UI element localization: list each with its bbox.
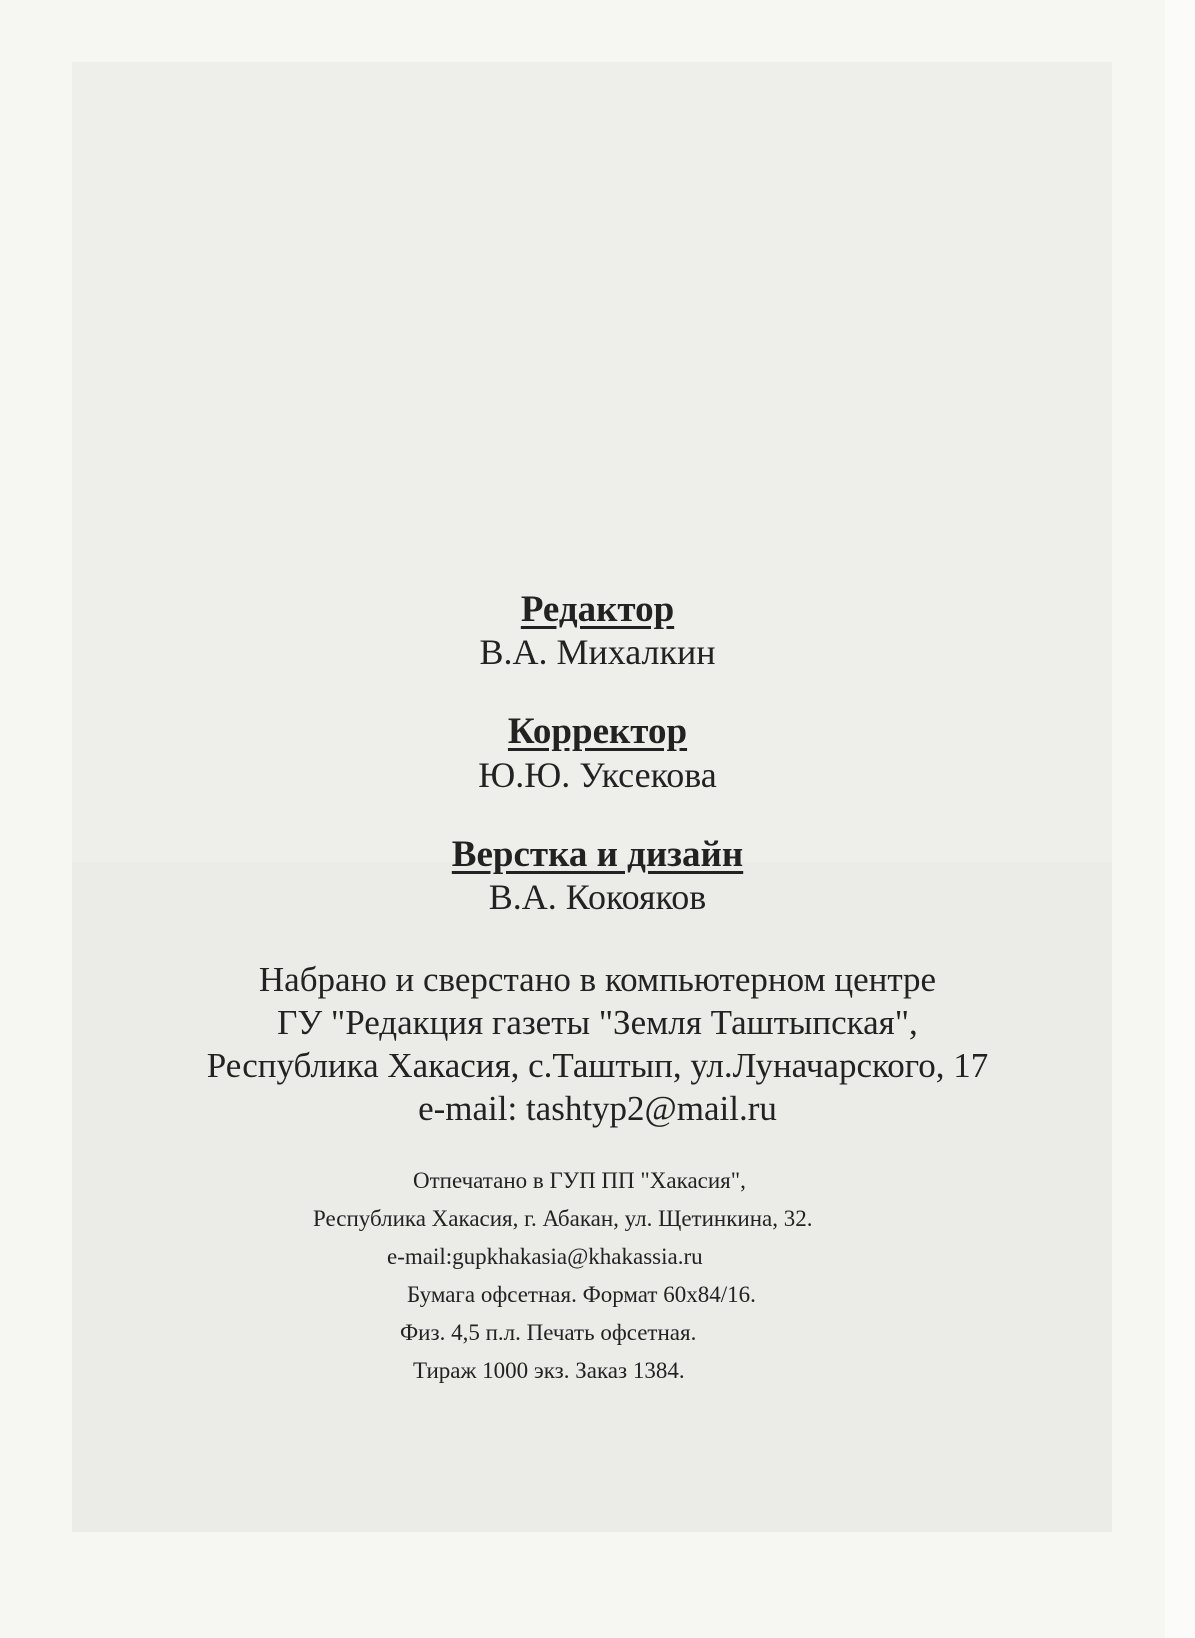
printing-run: Тираж 1000 экз. Заказ 1384. [413, 1358, 685, 1383]
proofreader-name: Ю.Ю. Уксекова [478, 755, 717, 795]
printing-paper: Бумага офсетная. Формат 60x84/16. [407, 1282, 756, 1307]
proofreader-label: Корректор [507, 711, 688, 752]
typeset-email: e-mail: tashtyp2@mail.ru [418, 1089, 777, 1128]
layout-name: В.А. Кокояков [488, 877, 707, 917]
typeset-line-3: Республика Хакасия, с.Таштып, ул.Луначарского, 17 [206, 1046, 989, 1085]
editor-name: В.А. Михалкин [479, 632, 716, 672]
layout-label: Верстка и дизайн [451, 834, 744, 875]
editor-label: Редактор [520, 589, 675, 630]
printing-line-1: Отпечатано в ГУП ПП "Хакасия", [413, 1168, 746, 1193]
typeset-line-1: Набрано и сверстано в компьютерном центре [258, 960, 937, 999]
printing-volume: Физ. 4,5 п.л. Печать офсетная. [400, 1320, 697, 1345]
page-edge [1165, 0, 1195, 1638]
printing-line-2: Республика Хакасия, г. Абакан, ул. Щетинкина, 32. [313, 1206, 813, 1231]
typeset-line-2: ГУ "Редакция газеты "Земля Таштыпская", [277, 1003, 918, 1042]
printing-email: e-mail:gupkhakasia@khakassia.ru [387, 1244, 703, 1269]
